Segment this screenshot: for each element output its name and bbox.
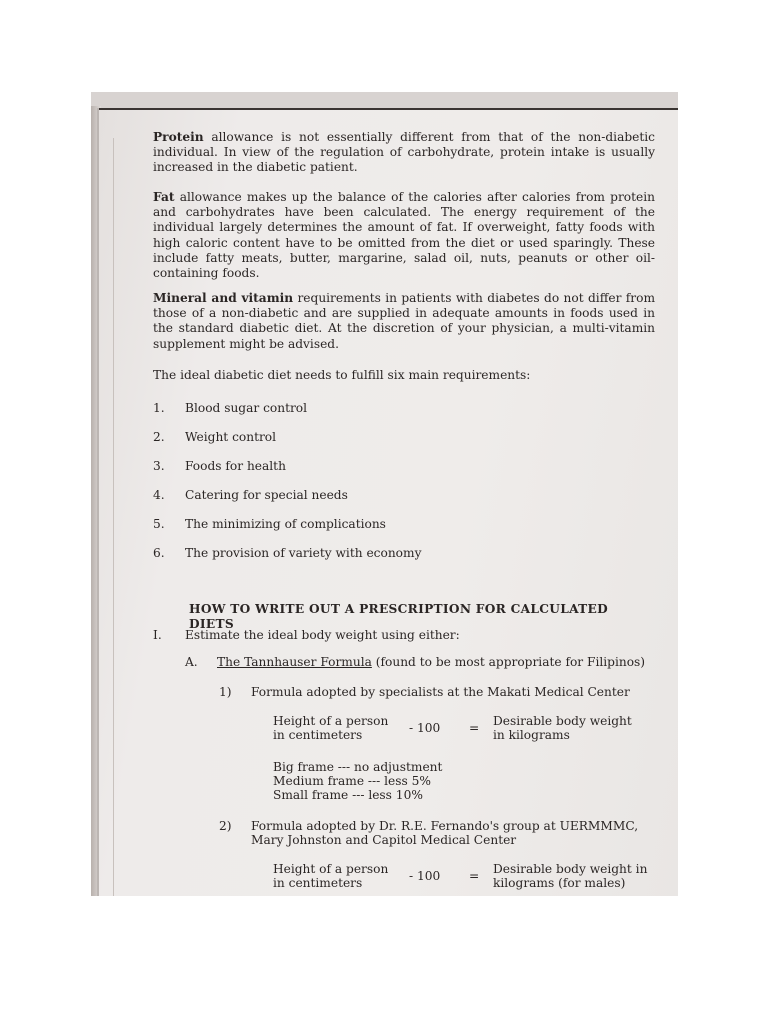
formula-1-left-line-1: Height of a person — [273, 714, 389, 728]
page-gutter-line — [113, 138, 114, 896]
frame-medium: Medium frame --- less 5% — [273, 774, 431, 788]
protein-lead: Protein — [153, 130, 204, 144]
formula-2-right-line-1: Desirable body weight in — [493, 862, 648, 876]
formula-2-left-line-2: in centimeters — [273, 876, 363, 890]
fat-paragraph — [153, 190, 655, 281]
mineral-paragraph — [153, 291, 655, 352]
list-label: Blood sugar control — [185, 401, 308, 415]
step-text: Estimate the ideal body weight using either: — [185, 628, 460, 642]
formula-2-number: 2) — [219, 819, 232, 833]
list-number: 2. — [153, 430, 165, 444]
ideal-diet-intro: The ideal diabetic diet needs to fulfill six main requirements: — [153, 368, 531, 382]
list-label: Catering for special needs — [185, 488, 348, 502]
list-number: 1. — [153, 401, 165, 415]
list-label: The minimizing of complications — [185, 517, 386, 531]
formula-1-title: Formula adopted by specialists at the Makati Medical Center — [251, 685, 630, 699]
formula-2-minus: - 100 — [409, 869, 441, 883]
mineral-body: requirements in patients with diabetes do not differ from those of a non-diabetic and are supplied in adequate amounts in foods used in the standard diabetic diet. At the discretion of your physician, a multi-vitamin supplement might be advised. — [153, 291, 656, 351]
list-number: 3. — [153, 459, 165, 473]
protein-body: allowance is not essentially different from that of the non-diabetic individual. In view of the regulation of carbohydrate, protein intake is usually increased in the diabetic patient. — [153, 130, 655, 175]
formula-1-minus: - 100 — [409, 721, 441, 735]
sub-step-number: A. — [185, 655, 198, 669]
formula-1-right-line-1: Desirable body weight — [493, 714, 632, 728]
sub-step-text — [217, 655, 645, 670]
tannhauser-formula-link: The Tannhauser Formula — [217, 655, 372, 669]
frame-big: Big frame --- no adjustment — [273, 760, 443, 774]
fat-body: allowance makes up the balance of the calories after calories from protein and carbohydrates have been calculated. The energy requirement of the individual largely determines the amount of fat. If overweight, fatty foods with high caloric content have to be omitted from the diet or used sparingly. These include fatty meats, butter, margarine, salad oil, nuts, peanuts or other oil-containing foods. — [153, 190, 655, 281]
list-number: 4. — [153, 488, 165, 502]
formula-1-left-line-2: in centimeters — [273, 728, 363, 742]
formula-1-right-line-2: in kilograms — [493, 728, 570, 742]
list-number: 6. — [153, 546, 165, 560]
mineral-lead: Mineral and vitamin — [153, 291, 294, 305]
list-label: Weight control — [185, 430, 277, 444]
formula-1-number: 1) — [219, 685, 232, 699]
formula-2-title-line-1: Formula adopted by Dr. R.E. Fernando's group at UERMMMC, — [251, 819, 639, 833]
frame-small: Small frame --- less 10% — [273, 788, 423, 802]
list-label: The provision of variety with economy — [185, 546, 422, 560]
list-label: Foods for health — [185, 459, 286, 473]
protein-paragraph — [153, 130, 655, 176]
formula-2-left-line-1: Height of a person — [273, 862, 389, 876]
step-number: I. — [153, 628, 162, 642]
document-photo — [91, 92, 678, 896]
formula-2-title-line-2: Mary Johnston and Capitol Medical Center — [251, 833, 517, 847]
fat-lead: Fat — [153, 190, 175, 204]
book-page — [99, 108, 678, 896]
formula-2-right-line-2: kilograms (for males) — [493, 876, 626, 890]
list-number: 5. — [153, 517, 165, 531]
formula-1-equals: = — [469, 721, 480, 735]
section-heading: HOW TO WRITE OUT A PRESCRIPTION FOR CALCULATED DIETS — [189, 602, 608, 632]
formula-2-equals: = — [469, 869, 480, 883]
tannhauser-note: (found to be most appropriate for Filipinos) — [371, 655, 646, 669]
